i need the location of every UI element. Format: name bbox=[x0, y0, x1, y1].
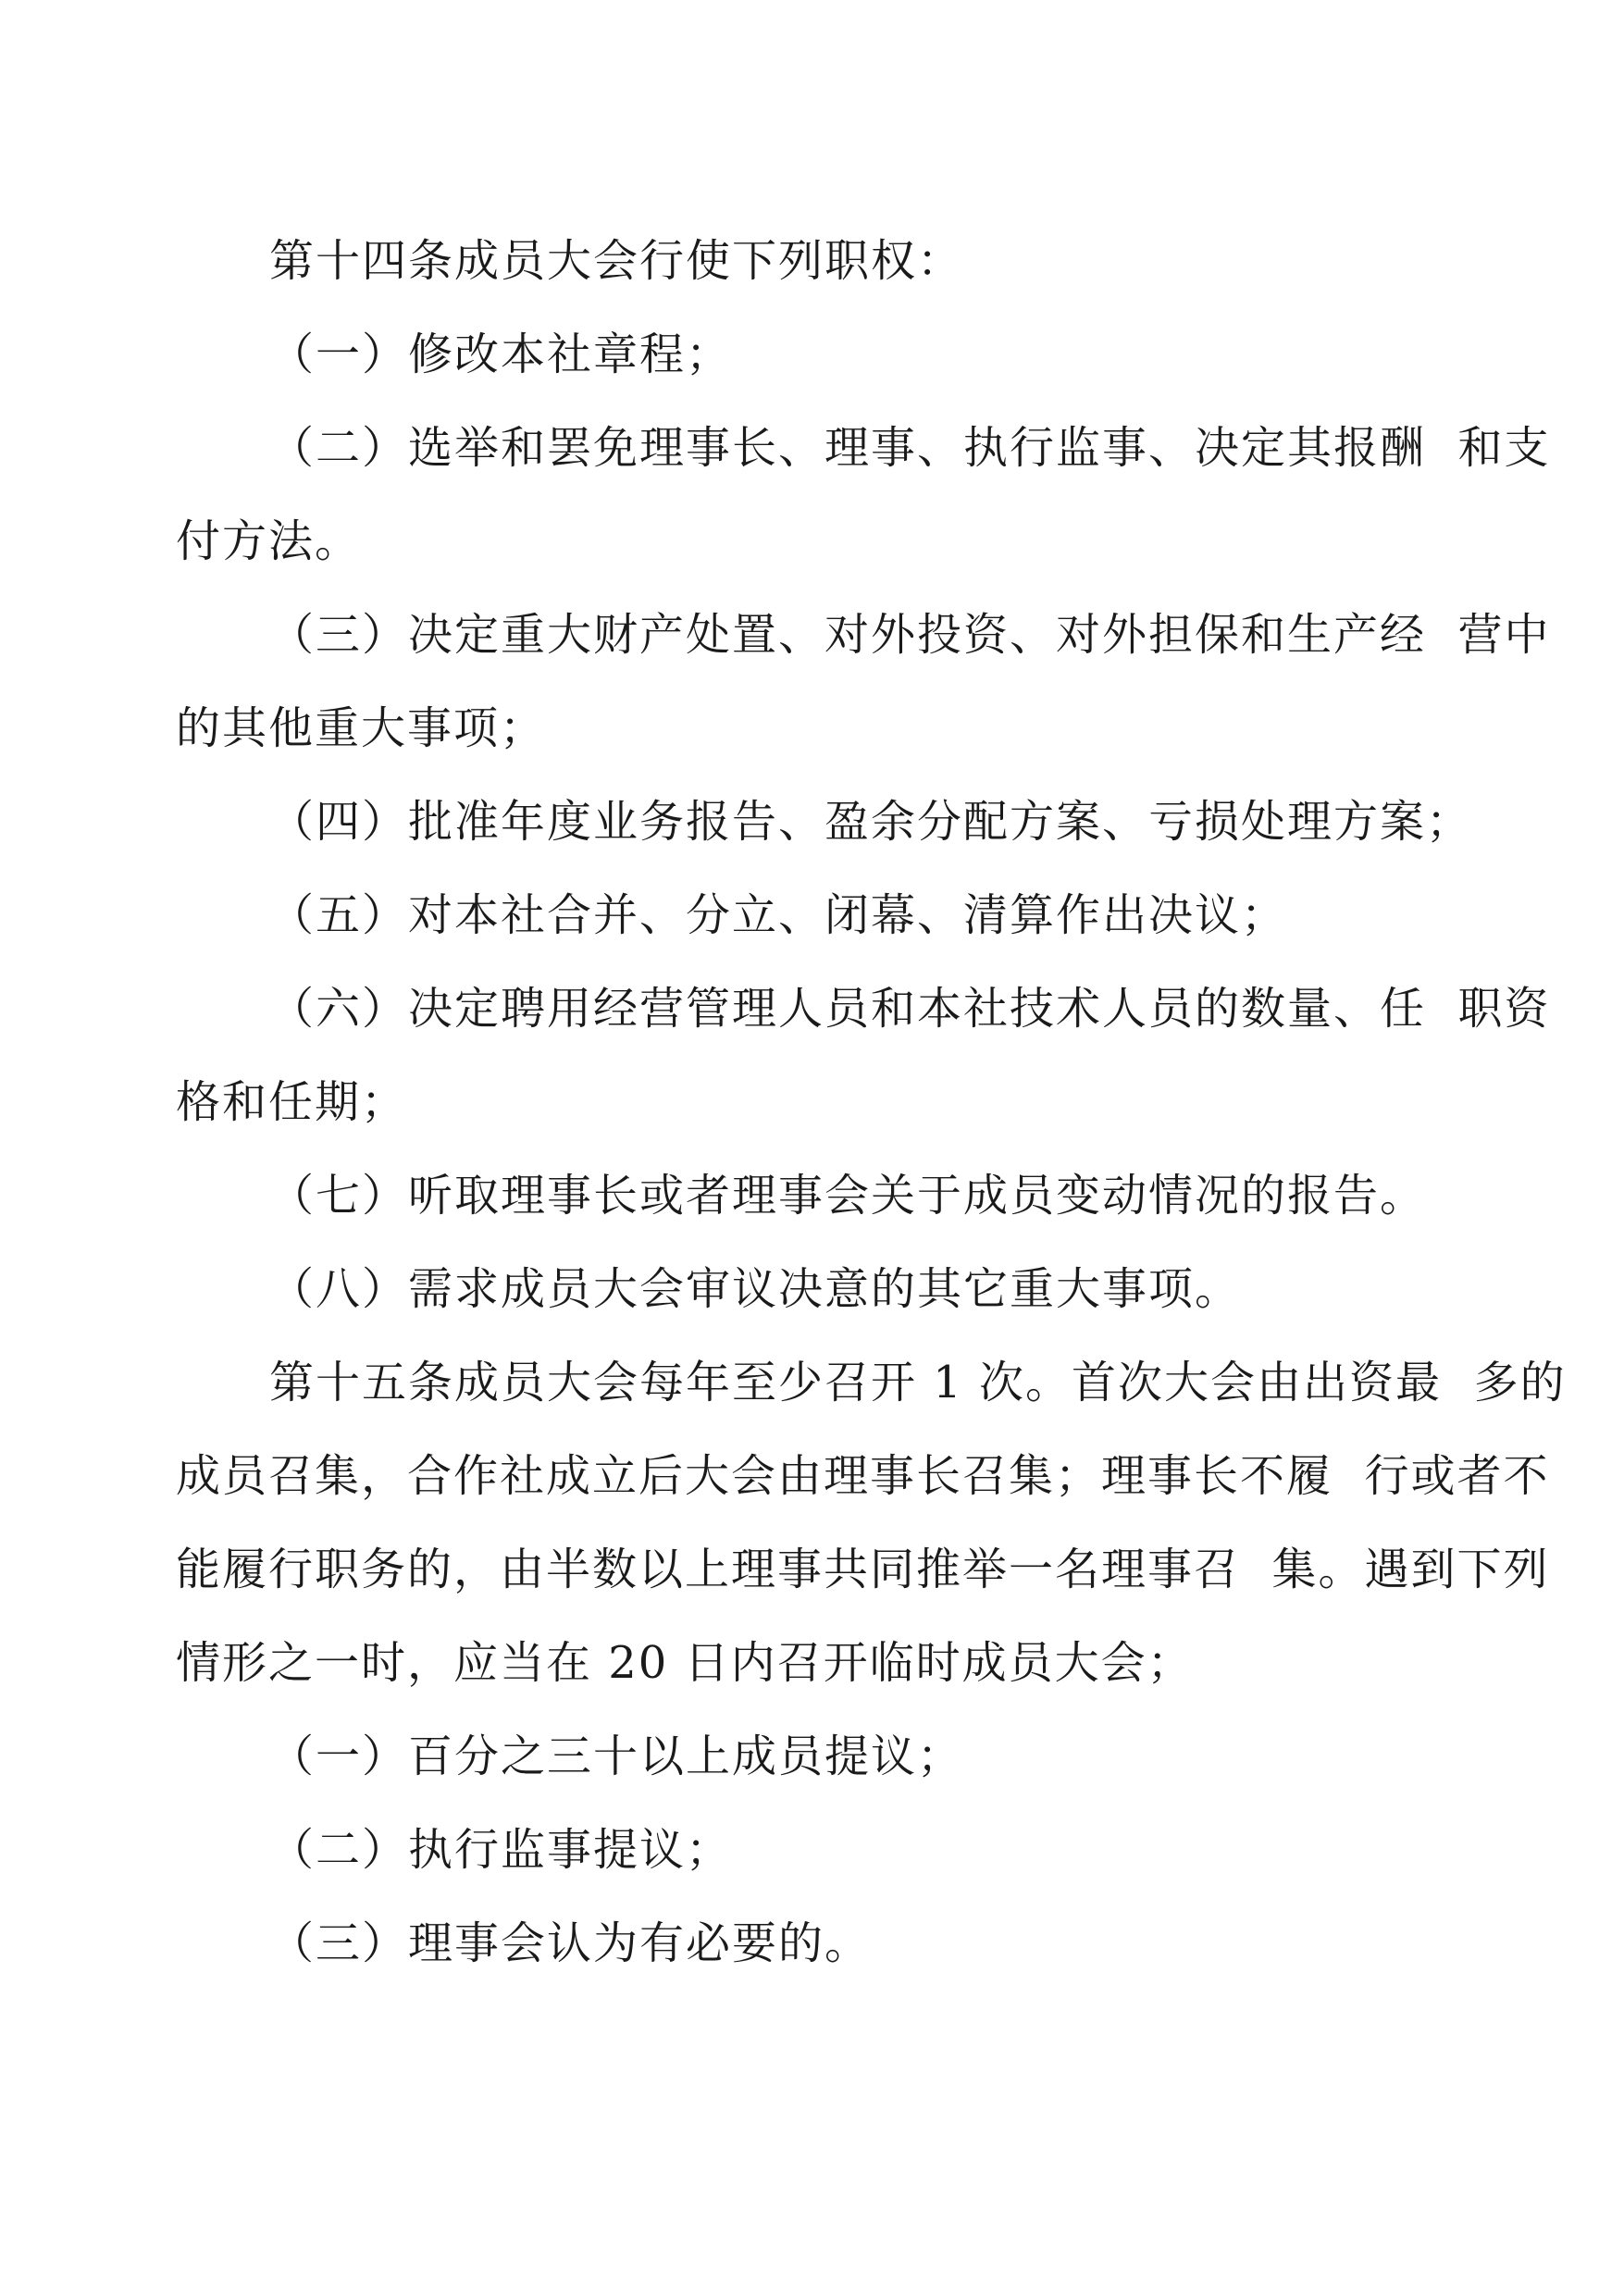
article-15-paragraph-cont: 能履行职务的，由半数以上理事共同推举一名理事召 集。遇到下列 bbox=[176, 1544, 1550, 1595]
article-14-item-1: （一）修改本社章程； bbox=[269, 329, 733, 380]
article-15-paragraph-cont: 情形之一时，应当在 20 日内召开临时成员大会； bbox=[176, 1637, 1194, 1689]
article-14-item-3: （三）决定重大财产处置、对外投资、对外担保和生产经 营中 bbox=[269, 609, 1551, 661]
article-14-item-4: （四）批准年度业务报告、盈余分配方案、亏损处理方案； bbox=[269, 796, 1473, 848]
article-15-item-1: （一）百分之三十以上成员提议； bbox=[269, 1731, 964, 1782]
article-14-item-8: （八）需求成员大会审议决意的其它重大事项。 bbox=[269, 1263, 1242, 1315]
article-14-item-5: （五）对本社合并、分立、闭幕、清算作出决议； bbox=[269, 889, 1288, 941]
article-15-item-3: （三）理事会认为有必要的。 bbox=[269, 1917, 872, 1969]
article-15-paragraph: 第十五条成员大会每年至少召开 1 次。首次大会由出资最 多的 bbox=[269, 1357, 1567, 1408]
article-14-item-7: （七）听取理事长或者理事会关于成员变动情况的报告。 bbox=[269, 1170, 1427, 1222]
article-14-item-2-cont: 付方法。 bbox=[176, 515, 362, 567]
article-15-paragraph-cont: 成员召集，合作社成立后大会由理事长召集；理事长不履 行或者不 bbox=[176, 1450, 1550, 1502]
article-14-heading: 第十四条成员大会行使下列职权： bbox=[269, 235, 964, 287]
article-14-item-3-cont: 的其他重大事项； bbox=[176, 702, 547, 754]
article-14-item-2: （二）选举和罢免理事长、理事、执行监事、决定其报酬 和支 bbox=[269, 422, 1551, 474]
article-14-item-6-cont: 格和任期； bbox=[176, 1076, 408, 1128]
article-15-item-2: （二）执行监事提议； bbox=[269, 1824, 733, 1876]
article-14-item-6: （六）决定聘用经营管理人员和本社技术人员的数量、任 职资 bbox=[269, 983, 1551, 1035]
